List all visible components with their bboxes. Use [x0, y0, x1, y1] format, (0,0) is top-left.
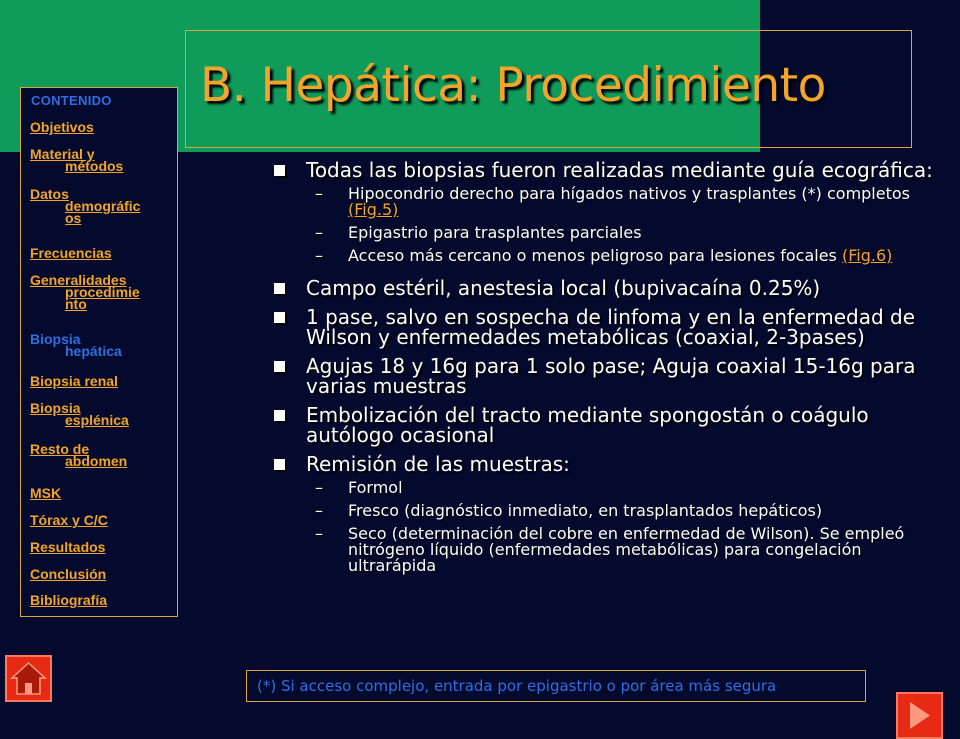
sub-bullet-acceso: – Acceso más cercano o menos peligroso para lesiones focales (Fig.6) — [315, 246, 893, 265]
dash-icon: – — [315, 478, 323, 497]
nav-item-bibliografia[interactable]: Bibliografía — [30, 592, 108, 608]
fig5-link[interactable]: (Fig.5) — [348, 200, 399, 219]
page-title: B. Hepática: Procedimiento — [200, 58, 826, 113]
nav-heading: CONTENIDO — [31, 93, 112, 108]
bullet-pases: 1 pase, salvo en sospecha de linfoma y en la enfermedad de Wilson y enfermedades metabólicas (coaxial, 2-3pases) — [272, 307, 937, 347]
nav-item-resultados[interactable]: Resultados — [30, 539, 106, 555]
bullet-square-icon — [274, 459, 285, 470]
nav-item-biopsia-hepatica-current: Biopsia hepática — [30, 331, 122, 359]
nav-item-torax-cc[interactable]: Tórax y C/C — [30, 512, 108, 528]
nav-item-datos-demograficos[interactable]: Datos demográfic os — [30, 186, 141, 226]
sidebar-nav — [20, 87, 178, 617]
footnote-box: (*) Si acceso complejo, entrada por epigastrio o por área más segura — [246, 670, 866, 702]
sub-bullet-hipocondrio: – Hipocondrio derecho para hígados nativos y trasplantes (*) completos (Fig.5) — [315, 184, 910, 219]
bullet-square-icon — [274, 312, 285, 323]
nav-item-biopsia-renal[interactable]: Biopsia renal — [30, 373, 118, 389]
bullet-embolizacion: Embolización del tracto mediante spongostán o coágulo autólogo ocasional — [272, 405, 937, 445]
home-icon — [7, 657, 50, 700]
nav-item-msk[interactable]: MSK — [30, 485, 62, 501]
bullet-biopsias-guia: Todas las biopsias fueron realizadas mediante guía ecográfica: — [272, 160, 937, 180]
next-arrow-icon — [898, 694, 941, 737]
sub-bullet-fresco: – Fresco (diagnóstico inmediato, en trasplantados hepáticos) — [315, 501, 823, 520]
nav-item-frecuencias[interactable]: Frecuencias — [30, 245, 112, 261]
bullet-square-icon — [274, 283, 285, 294]
dash-icon: – — [315, 246, 323, 265]
nav-item-biopsia-esplenica[interactable]: Biopsia esplénica — [30, 400, 129, 428]
fig6-link[interactable]: (Fig.6) — [841, 246, 893, 265]
nav-item-generalidades[interactable]: Generalidades procedimie nto — [30, 272, 140, 312]
sub-bullet-epigastrio: – Epigastrio para trasplantes parciales — [315, 223, 642, 242]
nav-item-conclusion[interactable]: Conclusión — [30, 566, 107, 582]
bullet-square-icon — [274, 410, 285, 421]
dash-icon: – — [315, 184, 323, 203]
home-button[interactable] — [5, 655, 52, 702]
dash-icon: – — [315, 501, 323, 520]
next-slide-button[interactable] — [896, 692, 943, 739]
slide-content — [272, 160, 937, 581]
bullet-square-icon — [274, 165, 285, 176]
dash-icon: – — [315, 223, 323, 242]
bullet-remision: Remisión de las muestras: — [272, 454, 937, 474]
dash-icon: – — [315, 524, 323, 543]
nav-item-resto-abdomen[interactable]: Resto de abdomen — [30, 441, 128, 469]
bullet-agujas: Agujas 18 y 16g para 1 solo pase; Aguja coaxial 15-16g para varias muestras — [272, 356, 937, 396]
nav-item-objetivos[interactable]: Objetivos — [30, 119, 94, 135]
bullet-campo-esteril: Campo estéril, anestesia local (bupivacaína 0.25%) — [272, 278, 937, 298]
bullet-square-icon — [274, 361, 285, 372]
sub-bullet-seco: – Seco (determinación del cobre en enfermedad de Wilson). Se empleó nitrógeno líquido (enfermedades metabólicas) para congelación ultrarápida — [315, 524, 905, 575]
sub-bullet-formol: – Formol — [315, 478, 403, 497]
nav-item-material-metodos[interactable]: Material y métodos — [30, 146, 124, 174]
